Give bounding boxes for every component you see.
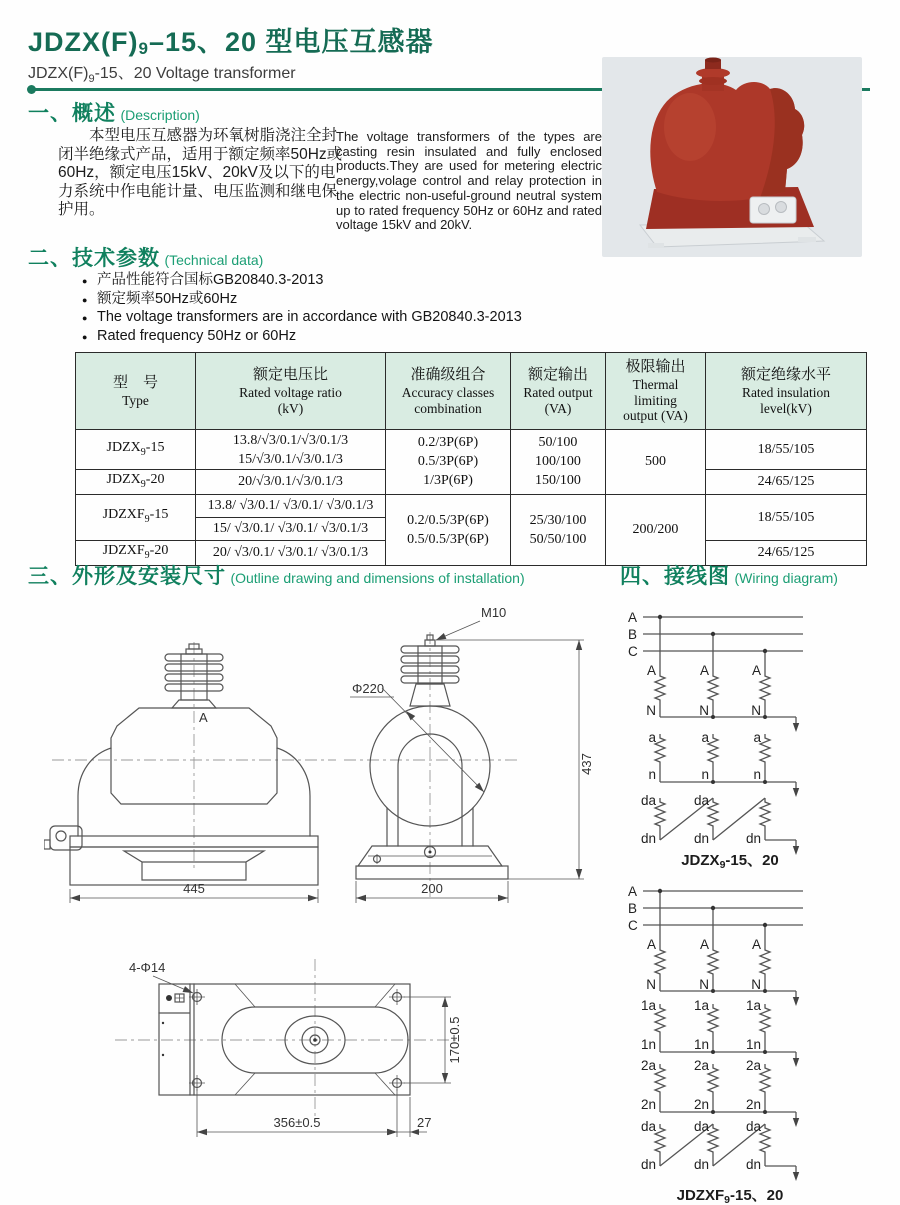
svg-text:437: 437 <box>579 753 594 775</box>
svg-text:200: 200 <box>421 881 443 896</box>
dimension-437 <box>436 640 594 879</box>
section-outline-heading: 三、外形及安装尺寸 (Outline drawing and dimensions of installation) <box>28 565 525 588</box>
svg-text:dn: dn <box>745 831 761 846</box>
svg-text:da: da <box>693 1119 709 1134</box>
svg-text:a: a <box>701 730 709 745</box>
svg-text:A: A <box>646 663 656 678</box>
svg-text:27: 27 <box>417 1115 432 1130</box>
diagram-caption: $JDZX_9-15$、20 <box>681 852 779 870</box>
description-chinese: 本型电压互感器为环氧树脂浇注全封闭半绝缘式产品，适用于额定频率50Hz或60Hz，额定电压15kV、20kV及以下的电力系统中作电能计量、电压监测和继电保护用。 <box>58 127 343 219</box>
header-ratio: 额定电压比 Rated voltage ratio (kV) <box>196 353 386 430</box>
svg-text:da: da <box>640 793 656 808</box>
front-view-drawing <box>44 638 344 903</box>
dimension-diameter <box>350 681 486 794</box>
svg-text:1a: 1a <box>693 998 709 1013</box>
dimension-200 <box>356 881 508 903</box>
cell-output: 25/30/100 50/50/100 <box>511 494 606 565</box>
svg-text:da: da <box>693 793 709 808</box>
ground-icon <box>793 1118 799 1127</box>
cell-accuracy: 0.2/3P(6P) 0.5/3P(6P) 1/3P(6P) <box>386 430 511 495</box>
dimension-m10 <box>435 605 507 643</box>
bus-label: C <box>628 918 638 933</box>
cell-ratio: 20/ √3/0.1/ √3/0.1/ √3/0.1/3 <box>196 540 386 565</box>
base <box>44 826 318 885</box>
secondary2-windings <box>655 1064 796 1120</box>
cell-insulation: 24/65/125 <box>706 470 867 495</box>
section-description-heading: 一、概述 (Description) <box>28 102 200 125</box>
section-wiring-heading: 四、接线图 (Wiring diagram) <box>620 565 838 588</box>
bus-lines <box>643 617 803 672</box>
cell-type: $JDZX_9-15$ <box>76 430 196 470</box>
product-photo <box>602 57 862 257</box>
dimension-holes <box>129 960 194 996</box>
technical-bullet-list <box>82 271 522 345</box>
svg-text:N: N <box>699 977 709 992</box>
diagram-caption: $JDZXF_9-15$、20 <box>676 1187 784 1205</box>
svg-text:2n: 2n <box>745 1097 761 1112</box>
svg-text:dn: dn <box>640 831 656 846</box>
page-subtitle: $JDZX(F)_9-15$、20 Voltage transformer <box>28 65 296 86</box>
bus-label: A <box>628 884 638 899</box>
svg-text:A: A <box>751 663 761 678</box>
svg-text:1a: 1a <box>745 998 761 1013</box>
cell-thermal: 200/200 <box>606 494 706 565</box>
ground-icon <box>793 846 799 855</box>
svg-text:1n: 1n <box>640 1037 656 1052</box>
svg-text:170±0.5: 170±0.5 <box>447 1016 462 1064</box>
top-view-drawing <box>95 945 485 1170</box>
svg-text:1a: 1a <box>640 998 656 1013</box>
svg-text:4-Φ14: 4-Φ14 <box>129 960 166 975</box>
cell-output: 50/100 100/100 150/100 <box>511 430 606 495</box>
wiring-diagram-jdzx <box>618 602 900 870</box>
page-title: $JDZX(F)_9-15$、20 型电压互感器 <box>28 27 434 58</box>
cell-type: $JDZXF_9-15$ <box>76 494 196 540</box>
view-label: A <box>199 710 208 725</box>
primary-windings <box>655 672 796 725</box>
table-header-row <box>76 353 867 430</box>
section-technical-heading: 二、技术参数 (Technical data) <box>28 247 264 270</box>
dimension-445 <box>70 881 318 903</box>
svg-text:2a: 2a <box>745 1058 761 1073</box>
header-thermal: 极限输出 Thermal limiting output (VA) <box>606 353 706 430</box>
header-type: 型 号 Type <box>76 353 196 430</box>
cell-type: $JDZX_9-20$ <box>76 470 196 495</box>
bus-lines <box>643 891 803 946</box>
table-row <box>76 494 867 517</box>
svg-text:356±0.5: 356±0.5 <box>273 1115 321 1130</box>
bullet-item: ● Rated frequency 50Hz or 60Hz <box>82 327 522 346</box>
parameters-table <box>75 352 867 566</box>
svg-text:n: n <box>753 767 761 782</box>
svg-text:N: N <box>699 703 709 718</box>
ground-icon <box>793 997 799 1006</box>
svg-text:da: da <box>640 1119 656 1134</box>
header-insulation: 额定绝缘水平 Rated insulation level(kV) <box>706 353 867 430</box>
svg-text:da: da <box>745 1119 761 1134</box>
bullet-item: ● 产品性能符合国标GB20840.3-2013 <box>82 271 522 290</box>
base <box>356 846 508 879</box>
cell-thermal: 500 <box>606 430 706 495</box>
svg-text:N: N <box>646 703 656 718</box>
description-english: The voltage transformers of the types are casting resin insulated and fully enclosed products.They are used for metering electric energy,volage control and relay protection in the electric non-useful-ground neutral system up to rated frequency 50Hz or 60Hz and rated voltage 15kV and 20kV. <box>336 129 602 233</box>
cell-accuracy: 0.2/0.5/3P(6P) 0.5/0.5/3P(6P) <box>386 494 511 565</box>
svg-text:a: a <box>753 730 761 745</box>
svg-text:A: A <box>699 663 709 678</box>
cell-ratio: 15/ √3/0.1/ √3/0.1/ √3/0.1/3 <box>196 517 386 540</box>
svg-text:1n: 1n <box>693 1037 709 1052</box>
svg-text:N: N <box>751 977 761 992</box>
wiring-diagram-jdzxf <box>618 876 900 1205</box>
dimension-356 <box>197 1089 397 1137</box>
header-output: 额定输出 Rated output (VA) <box>511 353 606 430</box>
header-accuracy: 准确级组合 Accuracy classes combination <box>386 353 511 430</box>
svg-text:2a: 2a <box>640 1058 656 1073</box>
secondary-windings <box>655 734 796 790</box>
cell-ratio: 13.8/√3/0.1/√3/0.1/3 15/√3/0.1/√3/0.1/3 <box>196 430 386 470</box>
svg-text:n: n <box>701 767 709 782</box>
svg-text:dn: dn <box>640 1157 656 1172</box>
svg-text:a: a <box>648 730 656 745</box>
svg-text:n: n <box>648 767 656 782</box>
svg-text:A: A <box>751 937 761 952</box>
cell-ratio: 20/√3/0.1/√3/0.1/3 <box>196 470 386 495</box>
bus-label: C <box>628 644 638 659</box>
svg-text:A: A <box>699 937 709 952</box>
svg-text:2n: 2n <box>640 1097 656 1112</box>
table-row <box>76 430 867 470</box>
bus-label: A <box>628 610 638 625</box>
dimension-27 <box>387 1097 431 1137</box>
svg-text:1n: 1n <box>745 1037 761 1052</box>
bus-label: B <box>628 627 638 642</box>
primary-windings <box>655 946 796 999</box>
ground-icon <box>793 723 799 732</box>
tertiary-windings <box>655 1124 796 1174</box>
svg-text:N: N <box>646 977 656 992</box>
bullet-item: ● The voltage transformers are in accordance with GB20840.3-2013 <box>82 308 522 327</box>
ground-icon <box>793 1058 799 1067</box>
side-view-drawing <box>332 600 612 910</box>
bullet-item: ● 额定频率50Hz或60Hz <box>82 290 522 309</box>
svg-text:2n: 2n <box>693 1097 709 1112</box>
ground-icon <box>793 788 799 797</box>
svg-text:Φ220: Φ220 <box>352 681 385 696</box>
svg-text:M10: M10 <box>481 605 507 620</box>
tertiary-windings <box>655 798 796 848</box>
svg-text:445: 445 <box>183 881 205 896</box>
cell-insulation: 18/55/105 <box>706 494 867 540</box>
secondary1-windings <box>655 1004 796 1060</box>
cell-type: $JDZXF_9-20$ <box>76 540 196 565</box>
cell-insulation: 18/55/105 <box>706 430 867 470</box>
svg-text:dn: dn <box>693 1157 709 1172</box>
svg-text:dn: dn <box>745 1157 761 1172</box>
bus-label: B <box>628 901 638 916</box>
ground-icon <box>793 1172 799 1181</box>
svg-text:A: A <box>646 937 656 952</box>
svg-text:N: N <box>751 703 761 718</box>
cell-insulation: 24/65/125 <box>706 540 867 565</box>
cell-ratio: 13.8/ √3/0.1/ √3/0.1/ √3/0.1/3 <box>196 494 386 517</box>
svg-text:dn: dn <box>693 831 709 846</box>
svg-text:2a: 2a <box>693 1058 709 1073</box>
